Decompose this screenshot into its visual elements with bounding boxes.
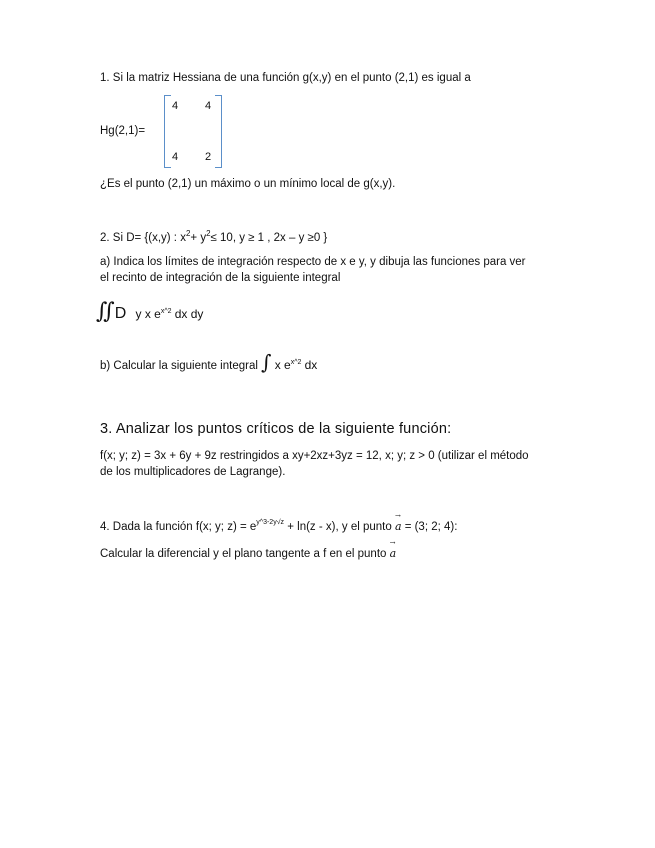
point-a-vector: → a: [395, 520, 402, 533]
double-integral: [96, 299, 203, 324]
matrix-cell-12: 4: [205, 100, 212, 112]
set-plus: + y: [190, 232, 207, 244]
q2-set-definition: [100, 229, 327, 244]
matrix-right-bracket: [215, 95, 222, 168]
integrand: y x e: [135, 307, 161, 321]
set-tail: ≤ 10, y ≥ 1 , 2x – y ≥0 }: [210, 232, 328, 244]
q4-function: [100, 519, 457, 533]
q3-title: 3. Analizar los puntos críticos de la siguiente función:: [100, 421, 452, 437]
q3-line2: de los multiplicadores de Lagrange).: [100, 466, 286, 478]
q2b-exponent: x^2: [290, 359, 302, 366]
set-head: 2. Si D= {(x,y) : x: [100, 232, 186, 244]
q2b-line: [100, 350, 317, 374]
integrand-exponent: x^2: [160, 308, 172, 315]
point-a-vector-2: → a: [390, 547, 397, 560]
q4-calc: [100, 547, 396, 560]
q2a-line1: a) Indica los límites de integración respecto de x e y, y dibuja las funciones para ver: [100, 256, 526, 268]
double-integral-sign: ∬: [96, 299, 115, 324]
q1-question: ¿Es el punto (2,1) un máximo o un mínimo local de g(x,y).: [100, 178, 396, 190]
q3-line1: f(x; y; z) = 3x + 6y + 9z restringidos a xy+2xz+3yz = 12, x; y; z > 0 (utilizar el método: [100, 450, 529, 462]
matrix-left-bracket: [164, 95, 171, 168]
q4-head: 4. Dada la función f(x; y; z) = e: [100, 521, 257, 533]
q4-mid: + ln(z - x), y el punto: [284, 521, 395, 533]
set-exp-x: 2: [185, 229, 191, 238]
set-exp-y: 2: [206, 229, 211, 238]
single-integral-sign: ∫: [261, 350, 272, 374]
q2a-line2: el recinto de integración de la siguiente integral: [100, 272, 341, 284]
q2b-differential: dx: [304, 358, 318, 372]
matrix-cell-22: 2: [205, 151, 212, 163]
integral-domain: D: [114, 305, 127, 322]
hessian-label: Hg(2,1)=: [100, 125, 146, 137]
q1-intro: 1. Si la matriz Hessiana de una función g(x,y) en el punto (2,1) es igual a: [100, 72, 471, 84]
q4-tail: = (3; 2; 4):: [401, 521, 458, 533]
integrand-differentials: dx dy: [174, 307, 204, 321]
matrix-cell-21: 4: [172, 151, 179, 163]
q4-calc-text: Calcular la diferencial y el plano tangente a f en el punto: [100, 548, 390, 560]
matrix-cell-11: 4: [172, 100, 179, 112]
q2b-text: b) Calcular la siguiente integral: [100, 360, 258, 372]
q4-exponent: y^3-2y√z: [256, 519, 285, 526]
q2b-integrand: x e: [274, 358, 291, 372]
